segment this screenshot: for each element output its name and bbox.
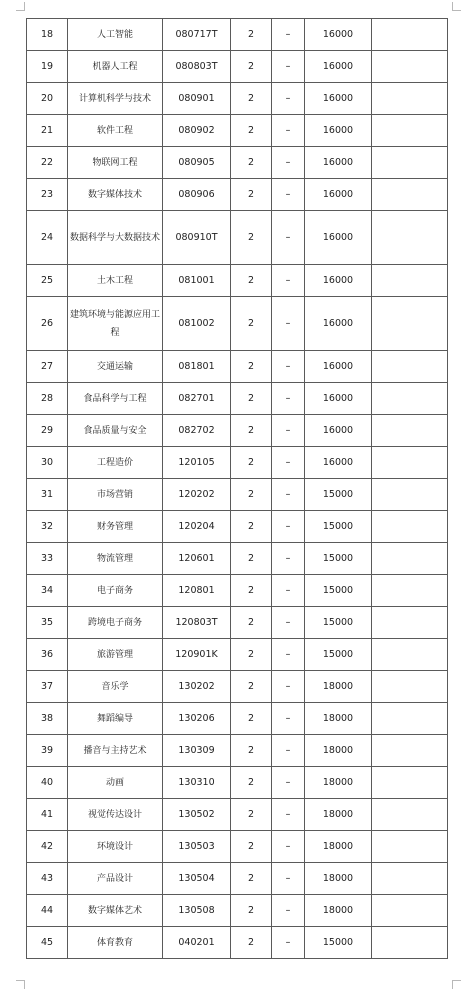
major-code: 130503 — [163, 831, 231, 863]
row-number: 18 — [27, 19, 68, 51]
tuition-fee: 18000 — [305, 831, 372, 863]
major-name: 产品设计 — [68, 863, 163, 895]
note-cell — [372, 575, 448, 607]
table-row — [27, 179, 448, 211]
major-code: 130502 — [163, 799, 231, 831]
tuition-fee: 15000 — [305, 511, 372, 543]
study-years: 2 — [231, 927, 272, 959]
major-code: 130206 — [163, 703, 231, 735]
study-years: 2 — [231, 415, 272, 447]
table-row — [27, 607, 448, 639]
table-row — [27, 265, 448, 297]
study-years: 2 — [231, 383, 272, 415]
table-row — [27, 447, 448, 479]
row-number: 35 — [27, 607, 68, 639]
empty-dash: – — [272, 735, 305, 767]
note-cell — [372, 447, 448, 479]
tuition-fee: 16000 — [305, 297, 372, 351]
major-fee-table — [26, 18, 448, 959]
empty-dash: – — [272, 147, 305, 179]
study-years: 2 — [231, 265, 272, 297]
table-row — [27, 799, 448, 831]
empty-dash: – — [272, 351, 305, 383]
major-code: 130508 — [163, 895, 231, 927]
empty-dash: – — [272, 831, 305, 863]
major-name: 播音与主持艺术 — [68, 735, 163, 767]
note-cell — [372, 671, 448, 703]
tuition-fee: 15000 — [305, 639, 372, 671]
row-number: 31 — [27, 479, 68, 511]
study-years: 2 — [231, 51, 272, 83]
major-name: 动画 — [68, 767, 163, 799]
major-code: 080902 — [163, 115, 231, 147]
table-row — [27, 767, 448, 799]
row-number: 42 — [27, 831, 68, 863]
major-code: 080901 — [163, 83, 231, 115]
empty-dash: – — [272, 639, 305, 671]
major-code: 081002 — [163, 297, 231, 351]
empty-dash: – — [272, 543, 305, 575]
study-years: 2 — [231, 19, 272, 51]
table-row — [27, 511, 448, 543]
empty-dash: – — [272, 927, 305, 959]
table-row — [27, 19, 448, 51]
tuition-fee: 15000 — [305, 479, 372, 511]
note-cell — [372, 297, 448, 351]
empty-dash: – — [272, 863, 305, 895]
major-code: 120803T — [163, 607, 231, 639]
study-years: 2 — [231, 179, 272, 211]
row-number: 36 — [27, 639, 68, 671]
major-code: 080803T — [163, 51, 231, 83]
major-name: 数字媒体艺术 — [68, 895, 163, 927]
row-number: 34 — [27, 575, 68, 607]
major-code: 120204 — [163, 511, 231, 543]
row-number: 30 — [27, 447, 68, 479]
major-name: 跨境电子商务 — [68, 607, 163, 639]
major-name: 交通运输 — [68, 351, 163, 383]
study-years: 2 — [231, 83, 272, 115]
major-code: 081001 — [163, 265, 231, 297]
empty-dash: – — [272, 671, 305, 703]
study-years: 2 — [231, 735, 272, 767]
major-name: 电子商务 — [68, 575, 163, 607]
empty-dash: – — [272, 447, 305, 479]
row-number: 25 — [27, 265, 68, 297]
row-number: 19 — [27, 51, 68, 83]
major-name: 人工智能 — [68, 19, 163, 51]
note-cell — [372, 115, 448, 147]
empty-dash: – — [272, 179, 305, 211]
note-cell — [372, 147, 448, 179]
major-name: 工程造价 — [68, 447, 163, 479]
major-name: 舞蹈编导 — [68, 703, 163, 735]
empty-dash: – — [272, 265, 305, 297]
major-code: 120901K — [163, 639, 231, 671]
note-cell — [372, 383, 448, 415]
table-row — [27, 831, 448, 863]
note-cell — [372, 265, 448, 297]
table-row — [27, 51, 448, 83]
study-years: 2 — [231, 799, 272, 831]
major-code: 040201 — [163, 927, 231, 959]
tuition-fee: 16000 — [305, 19, 372, 51]
empty-dash: – — [272, 297, 305, 351]
table-row — [27, 147, 448, 179]
study-years: 2 — [231, 639, 272, 671]
note-cell — [372, 51, 448, 83]
tuition-fee: 16000 — [305, 211, 372, 265]
study-years: 2 — [231, 147, 272, 179]
table-row — [27, 415, 448, 447]
major-name: 物联网工程 — [68, 147, 163, 179]
major-name: 财务管理 — [68, 511, 163, 543]
major-name: 机器人工程 — [68, 51, 163, 83]
empty-dash: – — [272, 415, 305, 447]
study-years: 2 — [231, 831, 272, 863]
row-number: 20 — [27, 83, 68, 115]
empty-dash: – — [272, 511, 305, 543]
study-years: 2 — [231, 297, 272, 351]
major-code: 082702 — [163, 415, 231, 447]
table-row — [27, 735, 448, 767]
table-row — [27, 639, 448, 671]
major-code: 120105 — [163, 447, 231, 479]
study-years: 2 — [231, 575, 272, 607]
row-number: 27 — [27, 351, 68, 383]
major-name: 视觉传达设计 — [68, 799, 163, 831]
note-cell — [372, 83, 448, 115]
study-years: 2 — [231, 543, 272, 575]
study-years: 2 — [231, 511, 272, 543]
row-number: 32 — [27, 511, 68, 543]
major-name: 音乐学 — [68, 671, 163, 703]
table-row — [27, 671, 448, 703]
note-cell — [372, 703, 448, 735]
tuition-fee: 16000 — [305, 51, 372, 83]
row-number: 43 — [27, 863, 68, 895]
row-number: 44 — [27, 895, 68, 927]
major-name: 数字媒体技术 — [68, 179, 163, 211]
note-cell — [372, 211, 448, 265]
page-corner-mark — [452, 980, 461, 989]
empty-dash: – — [272, 51, 305, 83]
table-row — [27, 895, 448, 927]
page-corner-mark — [16, 980, 25, 989]
note-cell — [372, 639, 448, 671]
table-row — [27, 479, 448, 511]
tuition-fee: 18000 — [305, 863, 372, 895]
study-years: 2 — [231, 863, 272, 895]
page-corner-mark — [16, 2, 25, 11]
empty-dash: – — [272, 607, 305, 639]
major-code: 080905 — [163, 147, 231, 179]
note-cell — [372, 735, 448, 767]
study-years: 2 — [231, 703, 272, 735]
study-years: 2 — [231, 767, 272, 799]
row-number: 29 — [27, 415, 68, 447]
major-code: 081801 — [163, 351, 231, 383]
major-code: 080906 — [163, 179, 231, 211]
tuition-fee: 18000 — [305, 671, 372, 703]
note-cell — [372, 895, 448, 927]
study-years: 2 — [231, 351, 272, 383]
note-cell — [372, 479, 448, 511]
note-cell — [372, 179, 448, 211]
major-name: 体育教育 — [68, 927, 163, 959]
major-code: 080910T — [163, 211, 231, 265]
table-row — [27, 383, 448, 415]
major-name: 食品科学与工程 — [68, 383, 163, 415]
table-row — [27, 297, 448, 351]
row-number: 41 — [27, 799, 68, 831]
major-code: 082701 — [163, 383, 231, 415]
note-cell — [372, 799, 448, 831]
study-years: 2 — [231, 447, 272, 479]
major-code: 120601 — [163, 543, 231, 575]
empty-dash: – — [272, 383, 305, 415]
empty-dash: – — [272, 799, 305, 831]
major-name: 环境设计 — [68, 831, 163, 863]
empty-dash: – — [272, 83, 305, 115]
major-name: 市场营销 — [68, 479, 163, 511]
major-name: 软件工程 — [68, 115, 163, 147]
row-number: 26 — [27, 297, 68, 351]
tuition-fee: 15000 — [305, 927, 372, 959]
note-cell — [372, 831, 448, 863]
tuition-fee: 16000 — [305, 83, 372, 115]
note-cell — [372, 767, 448, 799]
major-code: 130309 — [163, 735, 231, 767]
tuition-fee: 16000 — [305, 147, 372, 179]
major-name: 建筑环境与能源应用工程 — [68, 297, 163, 351]
study-years: 2 — [231, 211, 272, 265]
table-row — [27, 575, 448, 607]
note-cell — [372, 607, 448, 639]
row-number: 39 — [27, 735, 68, 767]
tuition-fee: 18000 — [305, 735, 372, 767]
empty-dash: – — [272, 767, 305, 799]
major-code: 130202 — [163, 671, 231, 703]
table-row — [27, 863, 448, 895]
major-name: 食品质量与安全 — [68, 415, 163, 447]
row-number: 22 — [27, 147, 68, 179]
major-name: 土木工程 — [68, 265, 163, 297]
tuition-fee: 15000 — [305, 575, 372, 607]
tuition-fee: 16000 — [305, 383, 372, 415]
major-code: 130504 — [163, 863, 231, 895]
table-row — [27, 927, 448, 959]
empty-dash: – — [272, 703, 305, 735]
major-code: 120202 — [163, 479, 231, 511]
row-number: 28 — [27, 383, 68, 415]
note-cell — [372, 415, 448, 447]
note-cell — [372, 543, 448, 575]
tuition-fee: 16000 — [305, 447, 372, 479]
study-years: 2 — [231, 671, 272, 703]
tuition-fee: 16000 — [305, 115, 372, 147]
study-years: 2 — [231, 479, 272, 511]
table-row — [27, 211, 448, 265]
empty-dash: – — [272, 575, 305, 607]
tuition-fee: 16000 — [305, 351, 372, 383]
empty-dash: – — [272, 211, 305, 265]
page-corner-mark — [452, 2, 461, 11]
note-cell — [372, 927, 448, 959]
table-row — [27, 115, 448, 147]
tuition-fee: 16000 — [305, 415, 372, 447]
table-row — [27, 83, 448, 115]
row-number: 24 — [27, 211, 68, 265]
table-row — [27, 351, 448, 383]
tuition-fee: 18000 — [305, 895, 372, 927]
row-number: 38 — [27, 703, 68, 735]
note-cell — [372, 19, 448, 51]
tuition-fee: 18000 — [305, 703, 372, 735]
tuition-fee: 16000 — [305, 179, 372, 211]
major-name: 数据科学与大数据技术 — [68, 211, 163, 265]
note-cell — [372, 511, 448, 543]
row-number: 40 — [27, 767, 68, 799]
empty-dash: – — [272, 895, 305, 927]
tuition-fee: 18000 — [305, 767, 372, 799]
major-code: 080717T — [163, 19, 231, 51]
study-years: 2 — [231, 607, 272, 639]
tuition-fee: 15000 — [305, 607, 372, 639]
major-name: 物流管理 — [68, 543, 163, 575]
tuition-fee: 16000 — [305, 265, 372, 297]
tuition-fee: 18000 — [305, 799, 372, 831]
major-code: 130310 — [163, 767, 231, 799]
major-name: 旅游管理 — [68, 639, 163, 671]
tuition-fee: 15000 — [305, 543, 372, 575]
major-code: 120801 — [163, 575, 231, 607]
row-number: 37 — [27, 671, 68, 703]
table-row — [27, 703, 448, 735]
major-name: 计算机科学与技术 — [68, 83, 163, 115]
study-years: 2 — [231, 115, 272, 147]
row-number: 33 — [27, 543, 68, 575]
study-years: 2 — [231, 895, 272, 927]
empty-dash: – — [272, 479, 305, 511]
empty-dash: – — [272, 19, 305, 51]
empty-dash: – — [272, 115, 305, 147]
note-cell — [372, 351, 448, 383]
table-row — [27, 543, 448, 575]
row-number: 23 — [27, 179, 68, 211]
row-number: 21 — [27, 115, 68, 147]
note-cell — [372, 863, 448, 895]
row-number: 45 — [27, 927, 68, 959]
